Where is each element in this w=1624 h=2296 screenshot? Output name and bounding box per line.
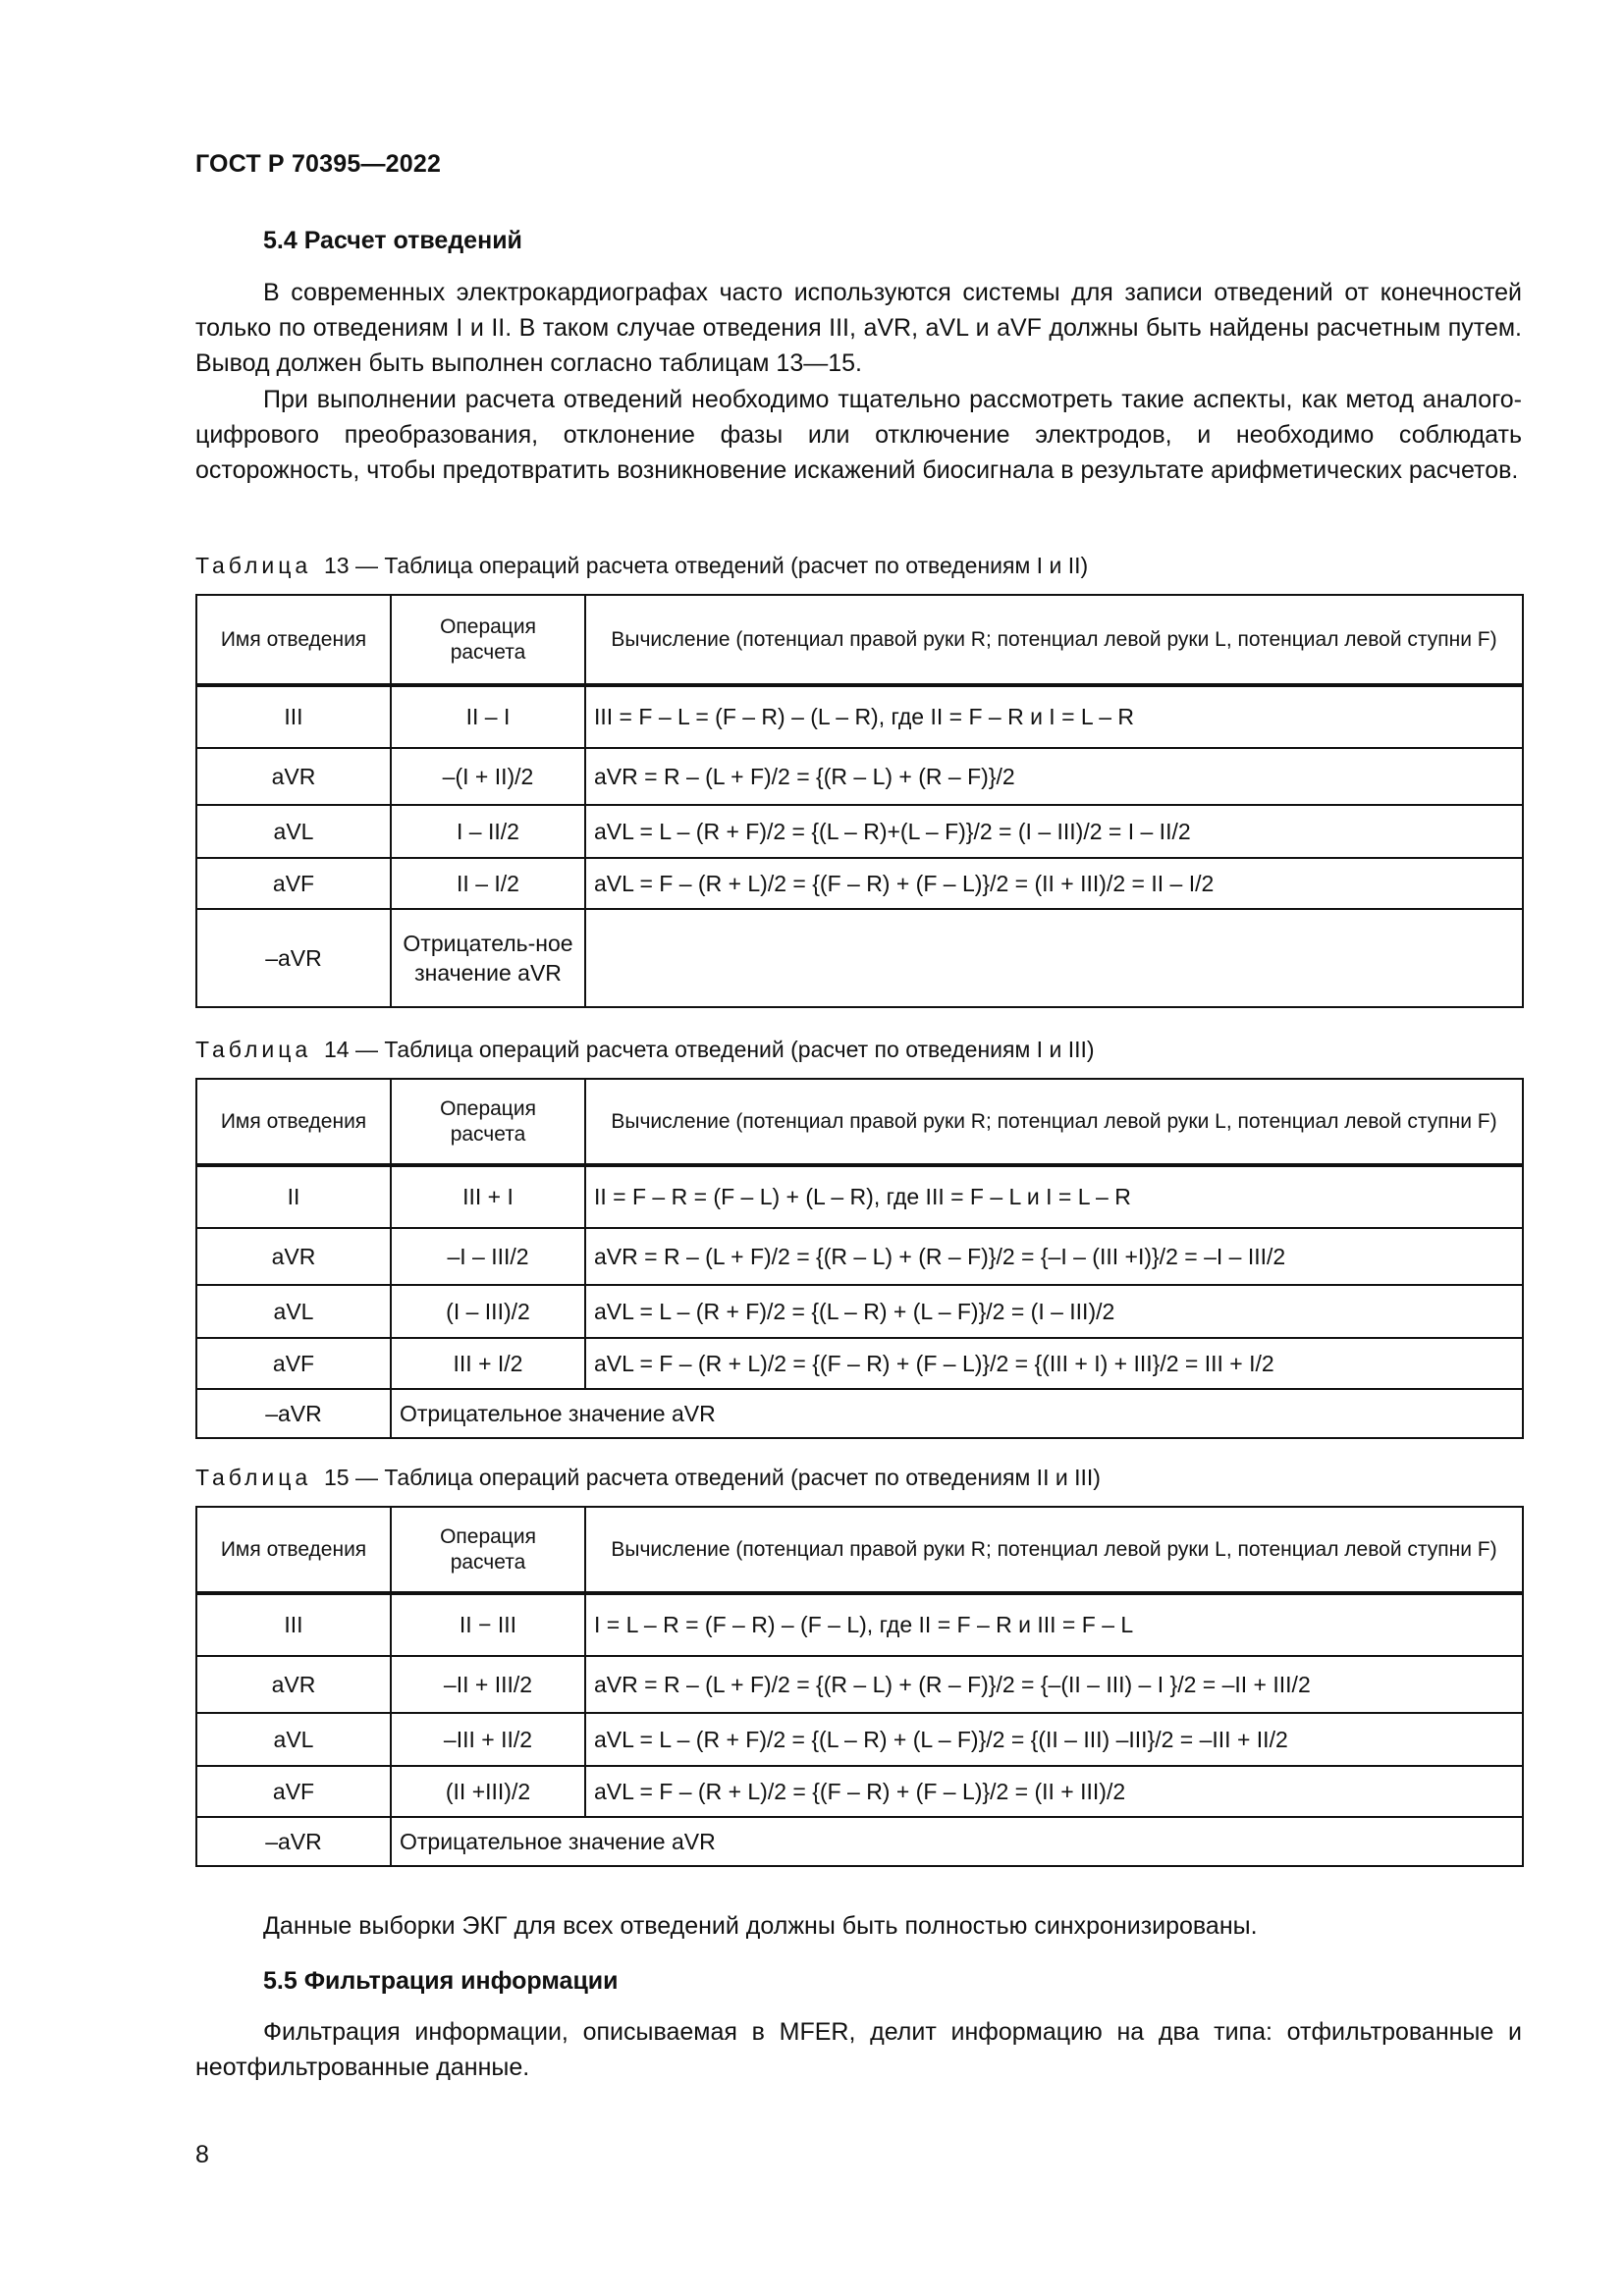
cell-lead: aVR	[196, 748, 391, 805]
cell-lead: –aVR	[196, 1389, 391, 1438]
cell-lead: aVL	[196, 1285, 391, 1338]
table-row	[196, 1228, 1523, 1285]
section-5-4-title: 5.4 Расчет отведений	[263, 227, 522, 254]
page-number: 8	[195, 2141, 209, 2168]
cell-lead: aVL	[196, 1713, 391, 1766]
column-header-calculation: Вычисление (потенциал правой руки R; потенциал левой руки L, потенциал левой ступни F)	[585, 595, 1523, 685]
cell-calculation: aVL = F – (R + L)/2 = {(F – R) + (F – L)}/2 = {(III + I) + III}/2 = III + I/2	[585, 1338, 1523, 1389]
cell-calculation: I = L – R = (F – R) – (F – L), где II = F – R и III = F – L	[585, 1593, 1523, 1656]
table-row	[196, 909, 1523, 1007]
table-15-caption-text: 15 — Таблица операций расчета отведений (расчет по отведениям II и III)	[323, 1465, 1101, 1490]
table-row	[196, 1766, 1523, 1817]
cell-calculation: aVL = L – (R + F)/2 = {(L – R) + (L – F)}/2 = (I – III)/2	[585, 1285, 1523, 1338]
cell-lead: aVF	[196, 1766, 391, 1817]
table-row	[196, 1165, 1523, 1228]
column-header-operation: Операция расчета	[391, 1079, 585, 1165]
column-header-operation: Операция расчета	[391, 595, 585, 685]
cell-operation: –I – III/2	[391, 1228, 585, 1285]
table-row	[196, 685, 1523, 748]
cell-operation: I – II/2	[391, 805, 585, 858]
cell-operation-merged: Отрицательное значение aVR	[391, 1389, 1523, 1438]
table-13-label: Таблица	[195, 553, 312, 578]
table-14-caption-text: 14 — Таблица операций расчета отведений (расчет по отведениям I и III)	[323, 1037, 1095, 1062]
table-15-caption	[195, 1465, 1101, 1491]
section-5-4-paragraph-2: При выполнении расчета отведений необходимо тщательно рассмотреть такие аспекты, как метод аналого-цифрового преобразования, отклонение фазы или отключение электродов, и необходимо соблюдать осторожность, чтобы предотвратить возникновение искажений биосигнала в результате арифметических расчетов.	[195, 386, 1522, 484]
cell-calculation: aVR = R – (L + F)/2 = {(R – L) + (R – F)}/2 = {–(II – III) – I }/2 = –II + III/2	[585, 1656, 1523, 1713]
document-header: ГОСТ Р 70395—2022	[195, 150, 442, 178]
table-row	[196, 805, 1523, 858]
cell-calculation: aVR = R – (L + F)/2 = {(R – L) + (R – F)}/2 = {–I – (III +I)}/2 = –I – III/2	[585, 1228, 1523, 1285]
table-13-caption-text: 13 — Таблица операций расчета отведений (расчет по отведениям I и II)	[323, 553, 1089, 578]
cell-lead: –aVR	[196, 909, 391, 1007]
table-row	[196, 1656, 1523, 1713]
cell-calculation: II = F – R = (F – L) + (L – R), где III = F – L и I = L – R	[585, 1165, 1523, 1228]
cell-calculation: aVL = F – (R + L)/2 = {(F – R) + (F – L)}/2 = (II + III)/2 = II – I/2	[585, 858, 1523, 909]
column-header-lead-name: Имя отведения	[196, 1507, 391, 1593]
column-header-calculation: Вычисление (потенциал правой руки R; потенциал левой руки L, потенциал левой ступни F)	[585, 1079, 1523, 1165]
cell-lead: III	[196, 1593, 391, 1656]
cell-lead: aVF	[196, 1338, 391, 1389]
cell-operation: III + I/2	[391, 1338, 585, 1389]
column-header-lead-name: Имя отведения	[196, 1079, 391, 1165]
cell-lead: –aVR	[196, 1817, 391, 1866]
column-header-operation: Операция расчета	[391, 1507, 585, 1593]
column-header-lead-name: Имя отведения	[196, 595, 391, 685]
table-row	[196, 1817, 1523, 1866]
cell-lead: aVR	[196, 1656, 391, 1713]
cell-calculation: aVL = L – (R + F)/2 = {(L – R)+(L – F)}/2 = (I – III)/2 = I – II/2	[585, 805, 1523, 858]
table-header-row	[196, 595, 1523, 685]
cell-calculation: III = F – L = (F – R) – (L – R), где II = F – R и I = L – R	[585, 685, 1523, 748]
cell-operation-merged: Отрицательное значение aVR	[391, 1817, 1523, 1866]
section-5-5-paragraph-1: Фильтрация информации, описываемая в MFER, делит информацию на два типа: отфильтрованные и неотфильтрованные данные.	[195, 2018, 1522, 2081]
section-5-4-paragraph-1: В современных электрокардиографах часто используются системы для записи отведений от конечностей только по отведениям I и II. В таком случае отведения III, aVR, aVL и aVF должны быть найдены расчетным путем. Вывод должен быть выполнен согласно таблицам 13—15.	[195, 279, 1522, 377]
cell-calculation: aVL = L – (R + F)/2 = {(L – R) + (L – F)}/2 = {(II – III) –III}/2 = –III + II/2	[585, 1713, 1523, 1766]
sync-note-paragraph: Данные выборки ЭКГ для всех отведений должны быть полностью синхронизированы.	[263, 1912, 1258, 1940]
cell-operation: II – I	[391, 685, 585, 748]
table-13-caption	[195, 553, 1088, 579]
cell-lead: aVF	[196, 858, 391, 909]
table-row	[196, 1389, 1523, 1438]
cell-operation: III + I	[391, 1165, 585, 1228]
cell-operation: –II + III/2	[391, 1656, 585, 1713]
table-row	[196, 1593, 1523, 1656]
table-row	[196, 858, 1523, 909]
cell-operation: Отрицатель-ное значение aVR	[391, 909, 585, 1007]
table-row	[196, 1285, 1523, 1338]
cell-operation: –III + II/2	[391, 1713, 585, 1766]
cell-calculation: aVL = F – (R + L)/2 = {(F – R) + (F – L)}/2 = (II + III)/2	[585, 1766, 1523, 1817]
table-header-row	[196, 1507, 1523, 1593]
cell-lead: III	[196, 685, 391, 748]
cell-lead: II	[196, 1165, 391, 1228]
cell-operation: –(I + II)/2	[391, 748, 585, 805]
table-row	[196, 748, 1523, 805]
cell-calculation	[585, 909, 1523, 1007]
table-row	[196, 1338, 1523, 1389]
cell-calculation: aVR = R – (L + F)/2 = {(R – L) + (R – F)}/2	[585, 748, 1523, 805]
cell-operation: (II +III)/2	[391, 1766, 585, 1817]
section-5-5-title: 5.5 Фильтрация информации	[263, 1967, 619, 1995]
cell-lead: aVR	[196, 1228, 391, 1285]
table-15	[195, 1506, 1524, 1867]
cell-operation: II – I/2	[391, 858, 585, 909]
table-14-caption	[195, 1037, 1095, 1063]
table-14-label: Таблица	[195, 1037, 312, 1062]
cell-operation: (I – III)/2	[391, 1285, 585, 1338]
table-13	[195, 594, 1524, 1008]
table-15-label: Таблица	[195, 1465, 312, 1490]
cell-operation: II − III	[391, 1593, 585, 1656]
table-row	[196, 1713, 1523, 1766]
column-header-calculation: Вычисление (потенциал правой руки R; потенциал левой руки L, потенциал левой ступни F)	[585, 1507, 1523, 1593]
cell-lead: aVL	[196, 805, 391, 858]
table-14	[195, 1078, 1524, 1439]
table-header-row	[196, 1079, 1523, 1165]
